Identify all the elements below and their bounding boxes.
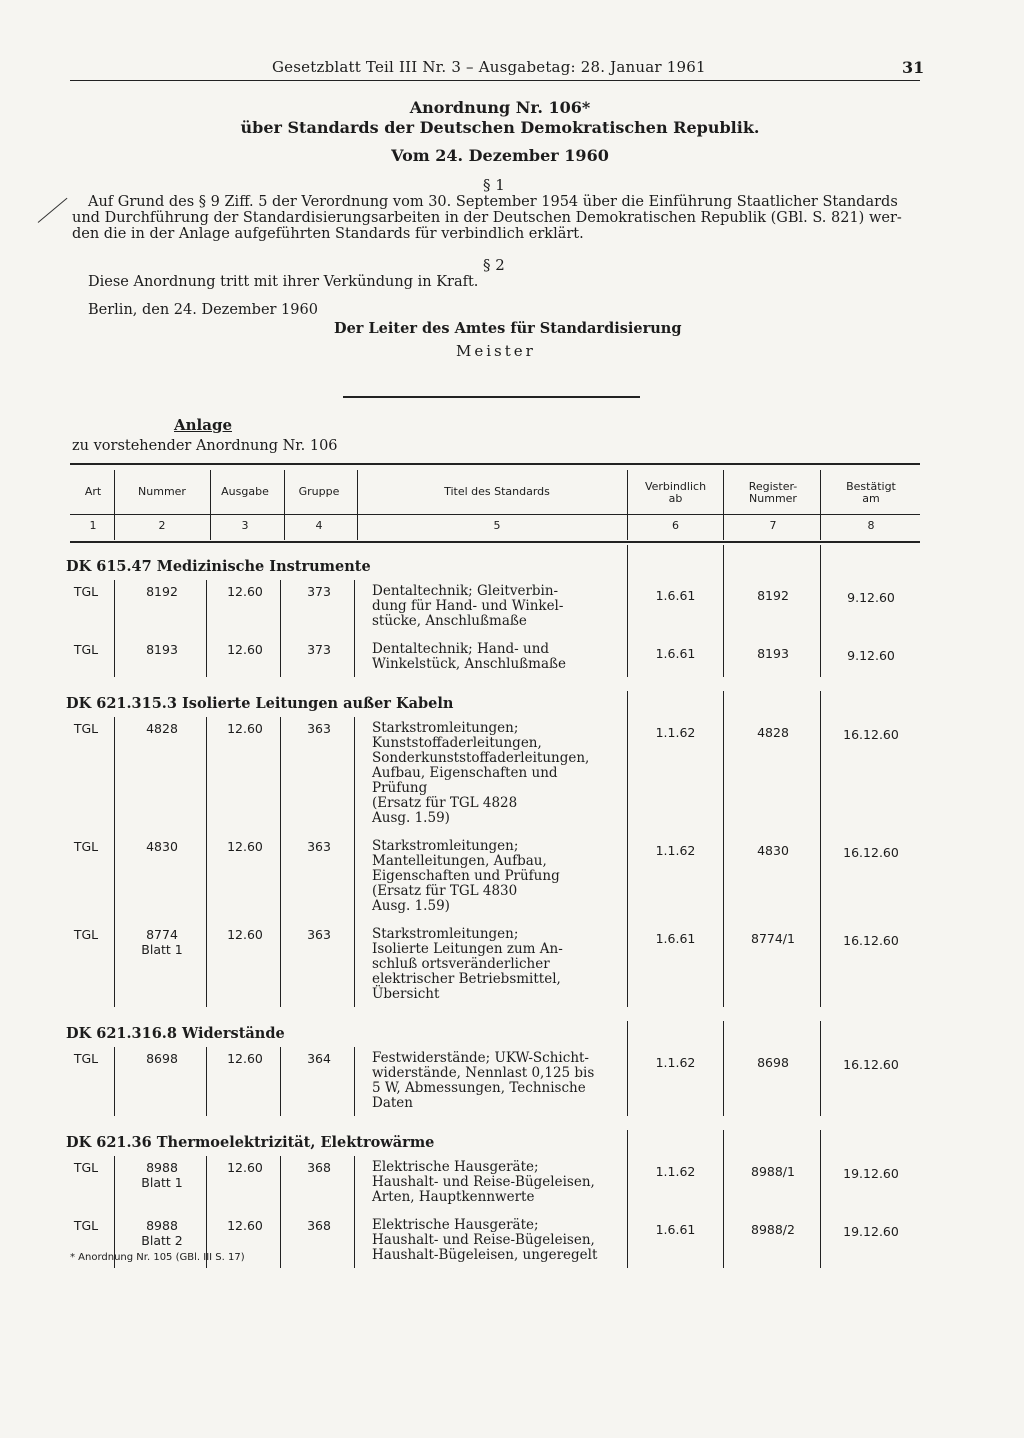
- cell-register: 8192: [757, 588, 789, 603]
- cell-register: 4828: [757, 725, 789, 740]
- column-number-3: 3: [241, 519, 249, 532]
- cell-verbindlich: 1.6.61: [655, 931, 696, 946]
- column-divider: [280, 1047, 281, 1116]
- column-header-6-line-2: ab: [668, 492, 683, 505]
- cell-nummer: 8698: [146, 1051, 178, 1066]
- cell-bestaetigt: 9.12.60: [847, 590, 895, 605]
- cell-titel-line: Übersicht: [372, 986, 440, 1002]
- section-1-line-3: den die in der Anlage aufgeführten Standards für verbindlich erklärt.: [72, 226, 584, 242]
- header-column-divider: [114, 470, 115, 540]
- cell-register: 8774/1: [751, 931, 795, 946]
- cell-art: TGL: [73, 927, 99, 942]
- cell-titel-line: Mantelleitungen, Aufbau,: [372, 853, 547, 869]
- column-header-8-line-2: am: [862, 492, 880, 505]
- cell-nummer: 8192: [146, 584, 178, 599]
- category-heading: DK 621.316.8 Widerstände: [66, 1025, 285, 1042]
- section-1-line-1: Auf Grund des § 9 Ziff. 5 der Verordnung vom 30. September 1954 über die Einführung Staatlicher Standards: [88, 194, 898, 210]
- column-divider: [820, 1021, 821, 1116]
- annex-subtitle: zu vorstehender Anordnung Nr. 106: [72, 438, 338, 454]
- cell-titel-line: Starkstromleitungen;: [372, 926, 519, 942]
- cell-titel-line: Haushalt- und Reise-Bügeleisen,: [372, 1232, 595, 1248]
- order-date: Vom 24. Dezember 1960: [391, 146, 609, 165]
- cell-titel-line: Isolierte Leitungen zum An-: [372, 941, 563, 957]
- column-divider: [280, 1156, 281, 1268]
- cell-titel-line: 5 W, Abmessungen, Technische: [372, 1080, 586, 1096]
- cell-nummer: Blatt 1: [141, 1175, 183, 1190]
- cell-titel-line: (Ersatz für TGL 4828: [372, 795, 518, 811]
- cell-ausgabe: 12.60: [227, 839, 263, 854]
- cell-art: TGL: [73, 642, 99, 657]
- cell-titel-line: Elektrische Hausgeräte;: [372, 1159, 539, 1175]
- place-date: Berlin, den 24. Dezember 1960: [88, 302, 318, 318]
- table-top-rule: [70, 463, 920, 465]
- cell-verbindlich: 1.6.61: [655, 646, 696, 661]
- column-header-4: Gruppe: [298, 485, 340, 498]
- cell-bestaetigt: 9.12.60: [847, 648, 895, 663]
- column-divider: [627, 691, 628, 1007]
- column-divider: [723, 554, 724, 677]
- column-number-8: 8: [867, 519, 875, 532]
- cell-register: 4830: [757, 843, 789, 858]
- cell-titel-line: elektrischer Betriebsmittel,: [372, 971, 561, 987]
- cell-gruppe: 368: [307, 1218, 331, 1233]
- column-divider: [206, 717, 207, 1007]
- column-header-5: Titel des Standards: [444, 485, 550, 498]
- column-divider: [354, 1156, 355, 1268]
- cell-gruppe: 363: [307, 927, 331, 942]
- cell-verbindlich: 1.1.62: [655, 1055, 696, 1070]
- page-number: 31: [902, 58, 925, 77]
- cell-titel-line: Arten, Hauptkennwerte: [372, 1189, 535, 1205]
- column-divider: [206, 580, 207, 677]
- column-divider: [354, 717, 355, 1007]
- cell-register: 8988/1: [751, 1164, 795, 1179]
- cell-bestaetigt: 16.12.60: [843, 1057, 899, 1072]
- section-2-heading: § 2: [483, 256, 505, 274]
- signatory-office: Der Leiter des Amtes für Standardisierung: [334, 320, 682, 337]
- cell-art: TGL: [73, 1160, 99, 1175]
- column-number-5: 5: [493, 519, 501, 532]
- column-divider: [354, 1047, 355, 1116]
- cell-bestaetigt: 19.12.60: [843, 1166, 899, 1181]
- cell-titel-line: (Ersatz für TGL 4830: [372, 883, 518, 899]
- cell-verbindlich: 1.6.61: [655, 1222, 696, 1237]
- cell-verbindlich: 1.1.62: [655, 843, 696, 858]
- category-heading: DK 615.47 Medizinische Instrumente: [66, 558, 371, 575]
- column-header-7-line-2: Nummer: [749, 492, 797, 505]
- column-header-8-line-1: Bestätigt: [846, 480, 896, 493]
- cell-titel-line: Eigenschaften und Prüfung: [372, 868, 560, 884]
- cell-nummer: 4828: [146, 721, 178, 736]
- column-header-1: Art: [84, 485, 102, 498]
- cell-ausgabe: 12.60: [227, 584, 263, 599]
- column-divider: [627, 1130, 628, 1268]
- cell-titel-line: Winkelstück, Anschlußmaße: [372, 656, 567, 672]
- cell-bestaetigt: 16.12.60: [843, 727, 899, 742]
- cell-nummer: Blatt 1: [141, 942, 183, 957]
- cell-titel-line: stücke, Anschlußmaße: [372, 613, 527, 629]
- cell-titel-line: Daten: [372, 1095, 413, 1111]
- column-divider: [280, 580, 281, 677]
- cell-register: 8988/2: [751, 1222, 795, 1237]
- column-number-4: 4: [315, 519, 323, 532]
- cell-ausgabe: 12.60: [227, 721, 263, 736]
- cell-titel-line: Prüfung: [372, 780, 428, 796]
- table-header-rule: [70, 514, 920, 515]
- column-divider: [114, 580, 115, 677]
- cell-nummer: 8988: [146, 1218, 178, 1233]
- cell-titel-line: Dentaltechnik; Hand- und: [372, 641, 550, 657]
- cell-verbindlich: 1.6.61: [655, 588, 696, 603]
- cell-ausgabe: 12.60: [227, 1218, 263, 1233]
- cell-register: 8698: [757, 1055, 789, 1070]
- cell-gruppe: 373: [307, 584, 331, 599]
- cell-gruppe: 363: [307, 839, 331, 854]
- cell-art: TGL: [73, 1051, 99, 1066]
- column-divider: [627, 545, 628, 565]
- column-divider: [354, 580, 355, 677]
- margin-pen-mark: [38, 198, 68, 223]
- cell-titel-line: Haushalt- und Reise-Bügeleisen,: [372, 1174, 595, 1190]
- cell-gruppe: 368: [307, 1160, 331, 1175]
- table-numbers-rule: [70, 541, 920, 543]
- cell-titel-line: Starkstromleitungen;: [372, 838, 519, 854]
- column-divider: [114, 717, 115, 1007]
- cell-titel-line: dung für Hand- und Winkel-: [372, 598, 564, 614]
- cell-gruppe: 364: [307, 1051, 331, 1066]
- cell-register: 8193: [757, 646, 789, 661]
- column-divider: [723, 1130, 724, 1268]
- cell-titel-line: Aufbau, Eigenschaften und: [372, 765, 558, 781]
- annex-title: Anlage: [174, 416, 232, 434]
- cell-art: TGL: [73, 839, 99, 854]
- column-divider: [627, 1021, 628, 1116]
- cell-titel-line: Sonderkunststoffaderleitungen,: [372, 750, 590, 766]
- header-column-divider: [357, 470, 358, 540]
- signatory-name: Meister: [456, 342, 536, 360]
- column-divider: [627, 554, 628, 677]
- column-divider: [820, 1130, 821, 1268]
- footnote: * Anordnung Nr. 105 (GBl. III S. 17): [70, 1252, 245, 1263]
- header-column-divider: [723, 470, 724, 540]
- cell-bestaetigt: 16.12.60: [843, 933, 899, 948]
- cell-gruppe: 363: [307, 721, 331, 736]
- column-divider: [820, 545, 821, 565]
- column-number-6: 6: [672, 519, 679, 532]
- cell-ausgabe: 12.60: [227, 1051, 263, 1066]
- column-header-7-line-1: Register-: [748, 480, 798, 493]
- cell-bestaetigt: 16.12.60: [843, 845, 899, 860]
- column-divider: [114, 1047, 115, 1116]
- header-column-divider: [627, 470, 628, 540]
- order-subtitle: über Standards der Deutschen Demokratischen Republik.: [240, 118, 760, 137]
- column-divider: [280, 717, 281, 1007]
- cell-titel-line: schluß ortsveränderlicher: [372, 956, 550, 972]
- column-divider: [723, 545, 724, 565]
- category-heading: DK 621.36 Thermoelektrizität, Elektrowärme: [66, 1134, 435, 1151]
- column-number-7: 7: [769, 519, 777, 532]
- cell-titel-line: Starkstromleitungen;: [372, 720, 519, 736]
- column-divider: [723, 1021, 724, 1116]
- cell-nummer: Blatt 2: [141, 1233, 183, 1248]
- order-title: Anordnung Nr. 106*: [409, 98, 591, 117]
- separator-rule: [343, 396, 640, 398]
- section-2-line-1: Diese Anordnung tritt mit ihrer Verkündung in Kraft.: [88, 274, 479, 290]
- column-number-2: 2: [158, 519, 166, 532]
- cell-nummer: 8988: [146, 1160, 178, 1175]
- column-header-2: Nummer: [138, 485, 186, 498]
- cell-nummer: 8193: [146, 642, 178, 657]
- header-column-divider: [820, 470, 821, 540]
- header-column-divider: [210, 470, 211, 540]
- running-title: Gesetzblatt Teil III Nr. 3 – Ausgabetag: 28. Januar 1961: [272, 58, 706, 76]
- category-heading: DK 621.315.3 Isolierte Leitungen außer Kabeln: [66, 695, 454, 712]
- cell-verbindlich: 1.1.62: [655, 1164, 696, 1179]
- cell-ausgabe: 12.60: [227, 1160, 263, 1175]
- cell-ausgabe: 12.60: [227, 642, 263, 657]
- cell-titel-line: Haushalt-Bügeleisen, ungeregelt: [372, 1247, 598, 1263]
- cell-titel-line: Festwiderstände; UKW-Schicht-: [372, 1050, 589, 1066]
- cell-titel-line: Elektrische Hausgeräte;: [372, 1217, 539, 1233]
- cell-nummer: 8774: [146, 927, 178, 942]
- column-divider: [723, 691, 724, 1007]
- section-1-line-2: und Durchführung der Standardisierungsarbeiten in der Deutschen Demokratischen Republik (GBl. S. 821) wer-: [72, 210, 902, 226]
- section-1-heading: § 1: [483, 176, 505, 194]
- cell-gruppe: 373: [307, 642, 331, 657]
- cell-art: TGL: [73, 1218, 99, 1233]
- column-divider: [206, 1047, 207, 1116]
- cell-art: TGL: [73, 721, 99, 736]
- cell-titel-line: Kunststoffaderleitungen,: [372, 735, 542, 751]
- column-divider: [820, 691, 821, 1007]
- header-rule: [70, 80, 920, 81]
- cell-ausgabe: 12.60: [227, 927, 263, 942]
- cell-titel-line: Dentaltechnik; Gleitverbin-: [372, 583, 559, 599]
- cell-titel-line: widerstände, Nennlast 0,125 bis: [372, 1065, 595, 1081]
- cell-bestaetigt: 19.12.60: [843, 1224, 899, 1239]
- column-divider: [820, 554, 821, 677]
- header-column-divider: [284, 470, 285, 540]
- cell-titel-line: Ausg. 1.59): [372, 810, 450, 826]
- cell-nummer: 4830: [146, 839, 178, 854]
- column-header-3: Ausgabe: [221, 485, 269, 498]
- column-header-6-line-1: Verbindlich: [644, 480, 707, 493]
- cell-titel-line: Ausg. 1.59): [372, 898, 450, 914]
- cell-art: TGL: [73, 584, 99, 599]
- cell-verbindlich: 1.1.62: [655, 725, 696, 740]
- column-number-1: 1: [89, 519, 97, 532]
